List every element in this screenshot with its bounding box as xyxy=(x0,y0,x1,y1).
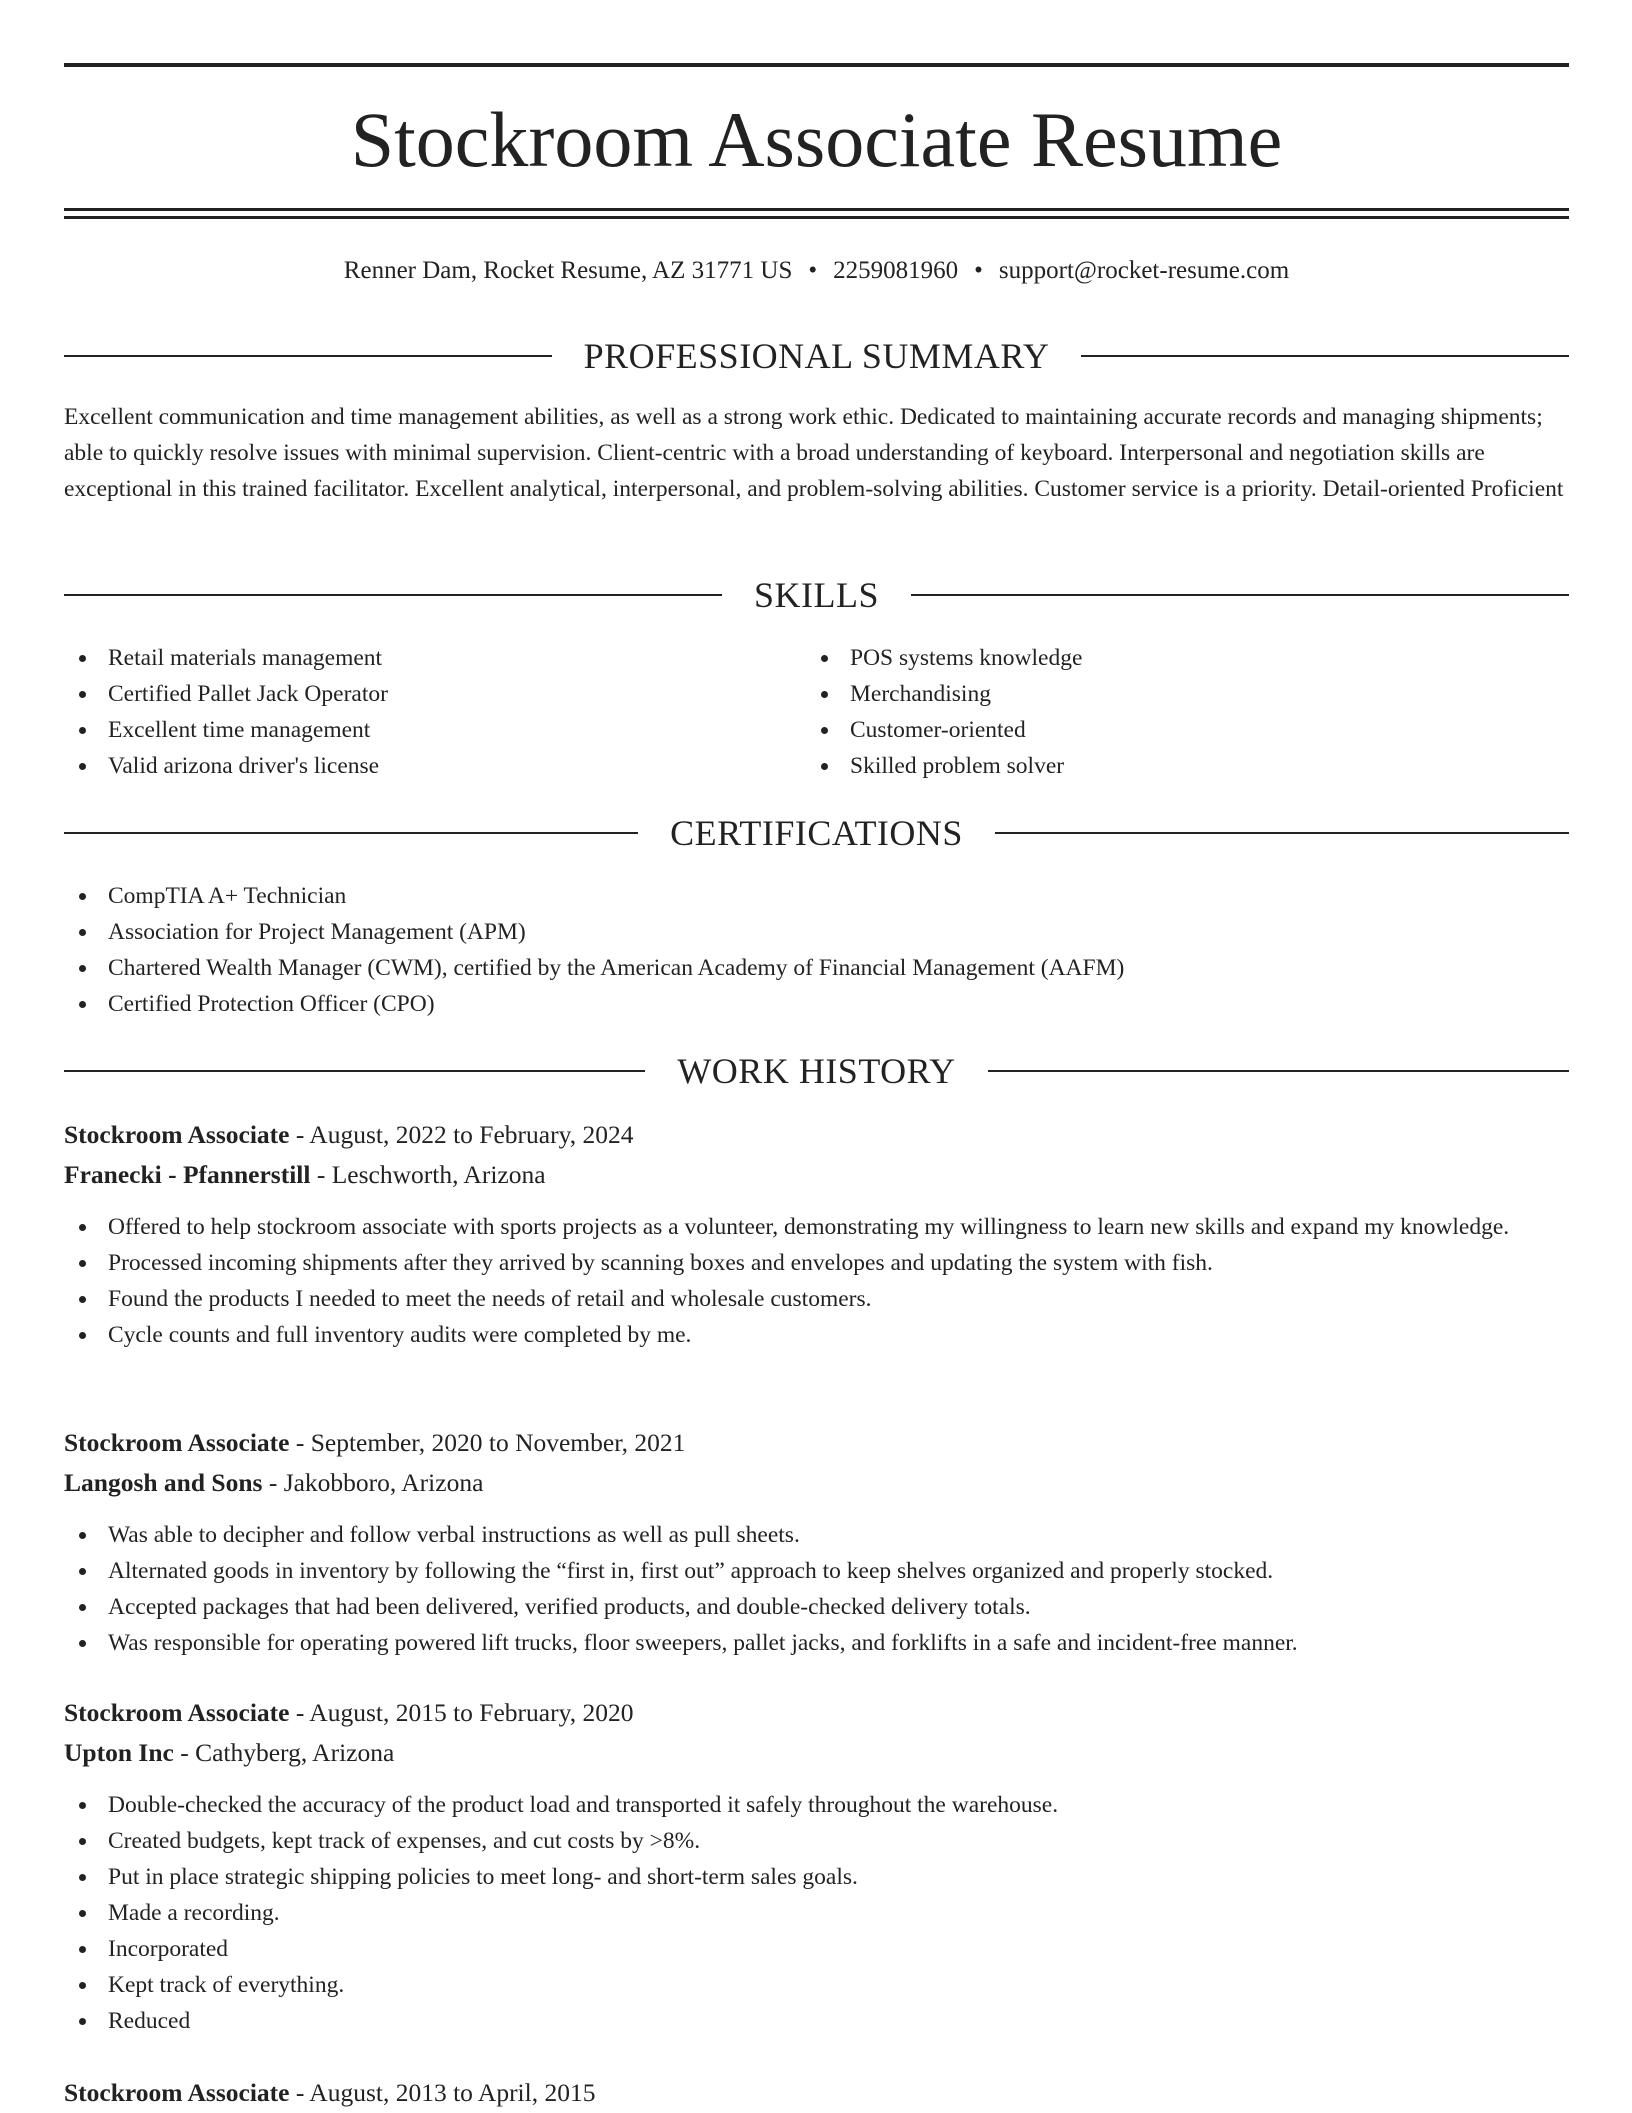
job-bullet: Alternated goods in inventory by following the “first in, first out” approach to keep shelves organized and properly stocked. xyxy=(64,1553,1569,1589)
contact-address: Renner Dam, Rocket Resume, AZ 31771 US xyxy=(343,257,793,284)
certifications-heading-label: CERTIFICATIONS xyxy=(670,813,963,853)
summary-text: Excellent communication and time management abilities, as well as a strong work ethic. Dedicated to maintaining accurate records and managing shipments; able to quickly resolve issues with minimal supervision. Client-centric with a broad understanding of keyboard. Interpersonal and negotiation skills are exceptional in this trained facilitator. Excellent analytical, interpersonal, and problem-solving abilities. Customer service is a priority. Detail-oriented Proficient xyxy=(64,404,1564,502)
job-title-line xyxy=(64,1115,1569,1155)
job-bullet: Double-checked the accuracy of the product load and transported it safely throughout the warehouse. xyxy=(64,1787,1569,1823)
job-location: - Jakobboro, Arizona xyxy=(262,1468,484,1497)
skill-item: POS systems knowledge xyxy=(806,640,1548,676)
heading-rule xyxy=(64,1070,645,1072)
certification-item: CompTIA A+ Technician xyxy=(64,878,1569,914)
job-role: Stockroom Associate xyxy=(64,1698,290,1727)
heading-rule xyxy=(1081,355,1569,357)
contact-separator: • xyxy=(974,257,983,284)
skill-item: Certified Pallet Jack Operator xyxy=(64,676,806,712)
job-location: - Cathyberg, Arizona xyxy=(173,1738,395,1767)
skill-item: Retail materials management xyxy=(64,640,806,676)
heading-rule xyxy=(988,1070,1569,1072)
job-company: Franecki - Pfannerstill xyxy=(64,1160,311,1189)
skills-list-left xyxy=(64,640,806,784)
certification-item: Chartered Wealth Manager (CWM), certified by the American Academy of Financial Management (AAFM) xyxy=(64,950,1569,986)
title-rule-lower xyxy=(64,216,1569,219)
job-company-line xyxy=(64,1463,1569,1503)
job-bullet: Kept track of everything. xyxy=(64,1967,1569,2003)
skill-item: Customer-oriented xyxy=(806,712,1548,748)
job-company-line xyxy=(64,1733,1569,1773)
job-bullet: Accepted packages that had been delivered, verified products, and double-checked delivery totals. xyxy=(64,1589,1569,1625)
job-bullets xyxy=(64,1209,1569,1353)
job-title-line xyxy=(64,1693,1569,1733)
job-location: - Leschworth, Arizona xyxy=(310,1160,546,1189)
certifications-heading xyxy=(64,811,1569,855)
job-company: Langosh and Sons xyxy=(64,1468,263,1497)
skill-item: Valid arizona driver's license xyxy=(64,748,806,784)
top-rule xyxy=(64,63,1569,67)
summary-heading xyxy=(64,334,1569,378)
skill-item: Merchandising xyxy=(806,676,1548,712)
contact-phone: 2259081960 xyxy=(833,257,959,284)
job-company-line xyxy=(64,1155,1569,1195)
certifications-list xyxy=(64,878,1569,1022)
summary-heading-label: PROFESSIONAL SUMMARY xyxy=(583,336,1050,376)
job-bullet: Was responsible for operating powered lift trucks, floor sweepers, pallet jacks, and forklifts in a safe and incident-free manner. xyxy=(64,1625,1569,1661)
work-history-heading xyxy=(64,1049,1569,1093)
contact-line xyxy=(64,255,1569,287)
job-role: Stockroom Associate xyxy=(64,1428,290,1457)
work-history-heading-label: WORK HISTORY xyxy=(677,1051,956,1091)
contact-separator: • xyxy=(808,257,818,284)
skills-heading-label: SKILLS xyxy=(754,575,880,615)
heading-rule xyxy=(64,355,552,357)
page-title: Stockroom Associate Resume xyxy=(350,96,1283,183)
job-bullet: Found the products I needed to meet the needs of retail and wholesale customers. xyxy=(64,1281,1569,1317)
job-company: Upton Inc xyxy=(64,1738,174,1767)
certification-item: Association for Project Management (APM) xyxy=(64,914,1569,950)
job-bullet: Created budgets, kept track of expenses, and cut costs by >8%. xyxy=(64,1823,1569,1859)
skills-heading xyxy=(64,573,1569,617)
job-title-line xyxy=(64,2073,1569,2113)
job-dates: - August, 2022 to February, 2024 xyxy=(289,1120,634,1149)
job-bullet: Put in place strategic shipping policies to meet long- and short-term sales goals. xyxy=(64,1859,1569,1895)
job-bullet: Incorporated xyxy=(64,1931,1569,1967)
job-dates: - August, 2015 to February, 2020 xyxy=(289,1698,634,1727)
skills-list-right xyxy=(806,640,1548,784)
heading-rule xyxy=(64,832,638,834)
job-role: Stockroom Associate xyxy=(64,1120,290,1149)
job-bullet: Offered to help stockroom associate with sports projects as a volunteer, demonstrating my willingness to learn new skills and expand my knowledge. xyxy=(64,1209,1569,1245)
job-title-line xyxy=(64,1423,1569,1463)
skill-item: Skilled problem solver xyxy=(806,748,1548,784)
job-dates: - August, 2013 to April, 2015 xyxy=(289,2078,596,2107)
job-bullet: Made a recording. xyxy=(64,1895,1569,1931)
heading-rule xyxy=(64,594,722,596)
job-bullets xyxy=(64,1787,1569,2039)
job-bullet: Reduced xyxy=(64,2003,1569,2039)
job-bullet: Was able to decipher and follow verbal instructions as well as pull sheets. xyxy=(64,1517,1569,1553)
title-rule-upper xyxy=(64,208,1569,211)
job-bullet: Cycle counts and full inventory audits were completed by me. xyxy=(64,1317,1569,1353)
contact-email: support@rocket-resume.com xyxy=(998,257,1290,284)
skills-columns xyxy=(64,640,1569,784)
job-dates: - September, 2020 to November, 2021 xyxy=(289,1428,686,1457)
heading-rule xyxy=(995,832,1569,834)
job-bullet: Processed incoming shipments after they arrived by scanning boxes and envelopes and updating the system with fish. xyxy=(64,1245,1569,1281)
heading-rule xyxy=(911,594,1569,596)
skill-item: Excellent time management xyxy=(64,712,806,748)
job-bullets xyxy=(64,1517,1569,1661)
certification-item: Certified Protection Officer (CPO) xyxy=(64,986,1569,1022)
job-role: Stockroom Associate xyxy=(64,2078,290,2107)
